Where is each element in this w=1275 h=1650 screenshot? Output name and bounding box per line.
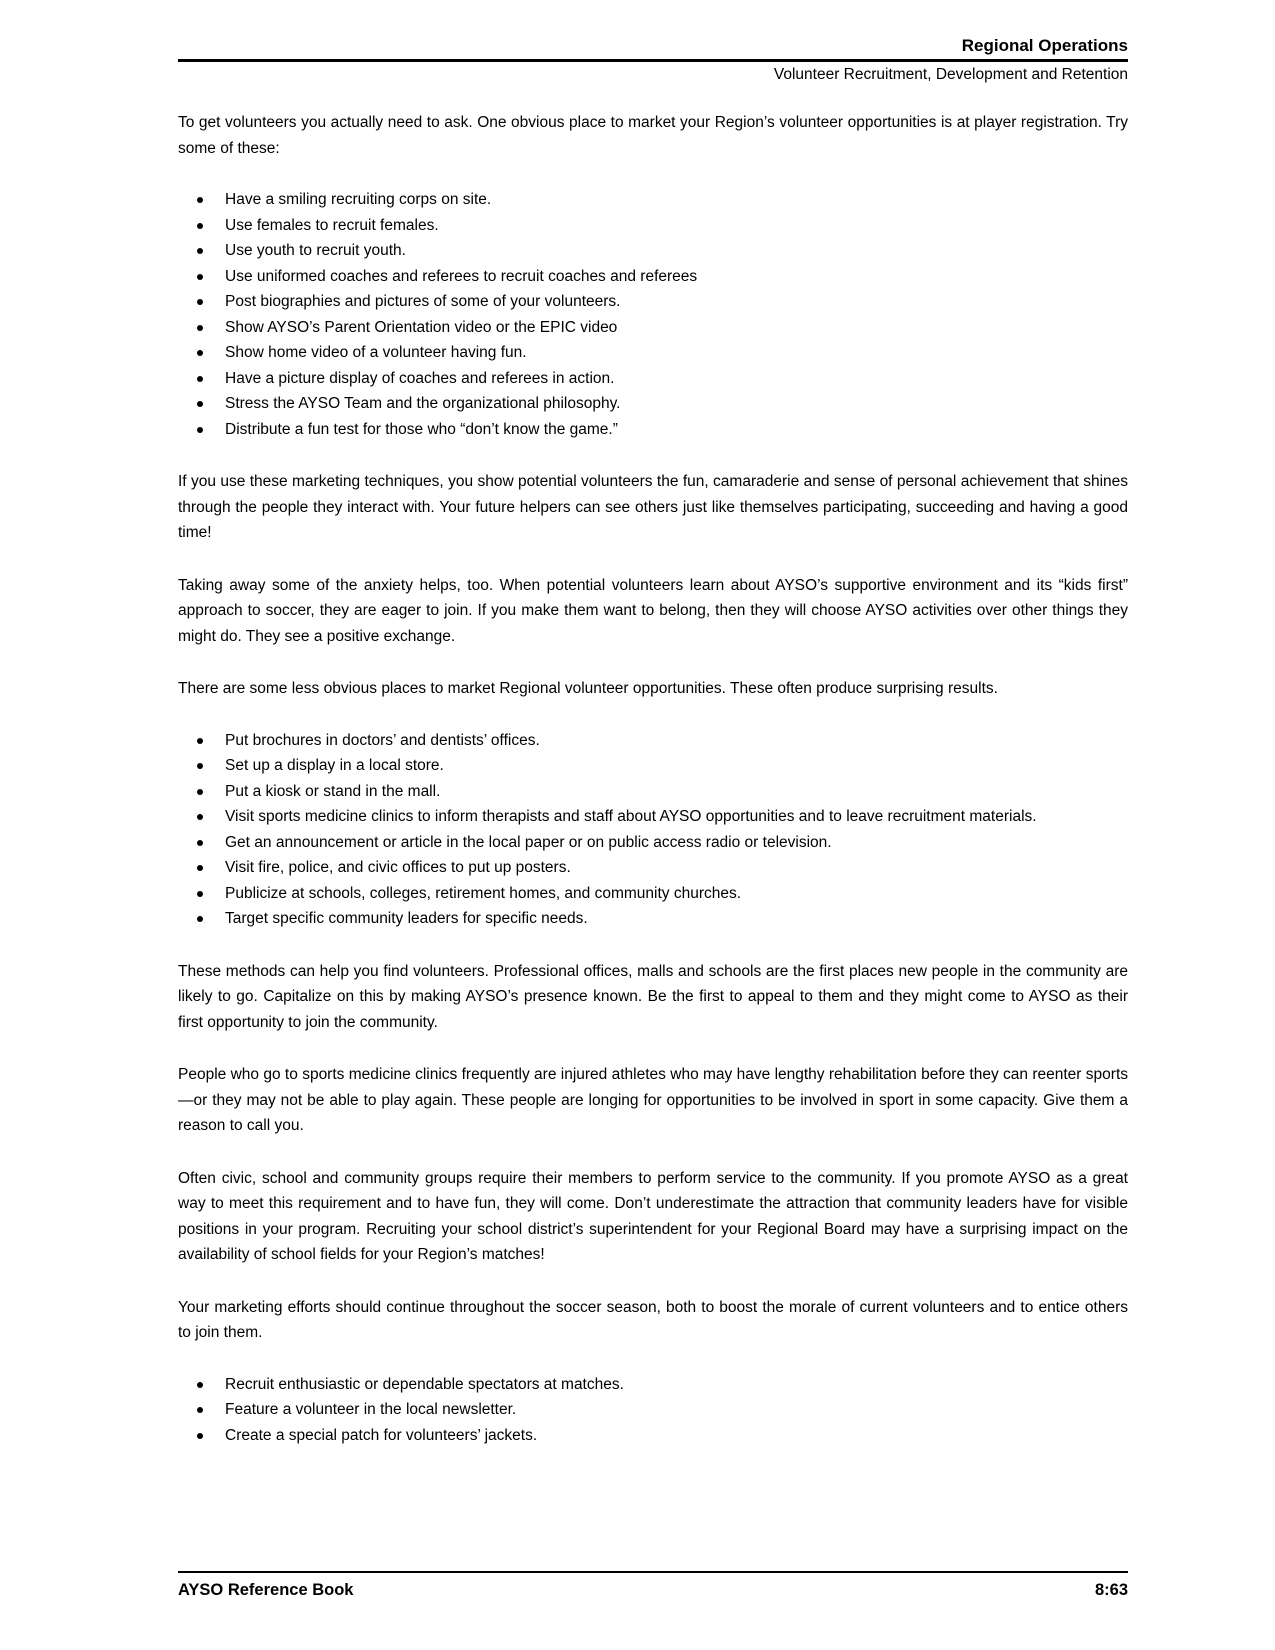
footer-book-title: AYSO Reference Book: [178, 1581, 354, 1599]
bullet-list-season: [178, 1372, 1128, 1449]
list-item: Get an announcement or article in the local paper or on public access radio or television.: [178, 830, 1128, 856]
list-item: Target specific community leaders for specific needs.: [178, 906, 1128, 932]
list-item: Set up a display in a local store.: [178, 753, 1128, 779]
list-item: Use uniformed coaches and referees to recruit coaches and referees: [178, 264, 1128, 290]
list-item: Have a picture display of coaches and referees in action.: [178, 366, 1128, 392]
paragraph-techniques: If you use these marketing techniques, you show potential volunteers the fun, camaraderie and sense of personal achievement that shines through the people they interact with. Your future helpers can see others just like themselves participating, succeeding and having a good time!: [178, 473, 1128, 541]
list-item: Publicize at schools, colleges, retirement homes, and community churches.: [178, 881, 1128, 907]
list-item: Show AYSO’s Parent Orientation video or the EPIC video: [178, 315, 1128, 341]
list-item: Use youth to recruit youth.: [178, 238, 1128, 264]
list-item: Put a kiosk or stand in the mall.: [178, 779, 1128, 805]
document-content: [178, 34, 1128, 1448]
list-item: Show home video of a volunteer having fun.: [178, 340, 1128, 366]
paragraph-less-obvious: There are some less obvious places to market Regional volunteer opportunities. These often produce surprising results.: [178, 680, 998, 697]
header-rule: [178, 59, 1128, 62]
list-item: Distribute a fun test for those who “don’t know the game.”: [178, 417, 1128, 443]
list-item: Recruit enthusiastic or dependable spectators at matches.: [178, 1372, 1128, 1398]
paragraph-methods: These methods can help you find volunteers. Professional offices, malls and schools are the first places new people in the community are likely to go. Capitalize on this by making AYSO’s presence known. Be the first to appeal to them and they might come to AYSO as their first opportunity to join the community.: [178, 962, 1128, 1031]
footer-page-number: 8:63: [1094, 1581, 1128, 1599]
list-item: Visit sports medicine clinics to inform therapists and staff about AYSO opportunities and to leave recruitment materials.: [178, 804, 1128, 830]
list-item: Create a special patch for volunteers’ jackets.: [178, 1423, 1128, 1449]
bullet-list-marketing: [178, 187, 1128, 442]
list-item: Feature a volunteer in the local newsletter.: [178, 1397, 1128, 1423]
paragraph-civic: Often civic, school and community groups require their members to perform service to the community. If you promote AYSO as a great way to meet this requirement and to have fun, they will come. Don’t underestimate the attraction that community leaders have for visible positions in your program. Recruiting your school district’s superintendent for your Regional Board may have a surprising impact on the availability of school fields for your Region’s matches!: [178, 1169, 1128, 1263]
page-footer: [178, 1571, 1128, 1601]
list-item: Put brochures in doctors’ and dentists’ offices.: [178, 728, 1128, 754]
list-item: Post biographies and pictures of some of your volunteers.: [178, 289, 1128, 315]
bullet-list-places: [178, 728, 1128, 932]
list-item: Stress the AYSO Team and the organizational philosophy.: [178, 391, 1128, 417]
list-item: Use females to recruit females.: [178, 213, 1128, 239]
header-section-title: Regional Operations: [961, 36, 1128, 55]
list-item: Visit fire, police, and civic offices to put up posters.: [178, 855, 1128, 881]
list-item: Have a smiling recruiting corps on site.: [178, 187, 1128, 213]
header-subsection-title: Volunteer Recruitment, Development and Retention: [773, 66, 1128, 83]
paragraph-anxiety: Taking away some of the anxiety helps, too. When potential volunteers learn about AYSO’s supportive environment and its “kids first” approach to soccer, they are eager to join. If you make them want to belong, then they will choose AYSO activities over other things they might do. They see a positive exchange.: [178, 576, 1128, 645]
paragraph-season: Your marketing efforts should continue throughout the soccer season, both to boost the morale of current volunteers and to entice others to join them.: [178, 1298, 1128, 1341]
paragraph-clinics: People who go to sports medicine clinics frequently are injured athletes who may have lengthy rehabilitation before they can reenter sports—or they may not be able to play again. These people are longing for opportunities to be involved in sport in some capacity. Give them a reason to call you.: [178, 1066, 1128, 1134]
paragraph-intro: To get volunteers you actually need to ask. One obvious place to market your Region’s volunteer opportunities is at player registration. Try some of these:: [178, 114, 1128, 157]
